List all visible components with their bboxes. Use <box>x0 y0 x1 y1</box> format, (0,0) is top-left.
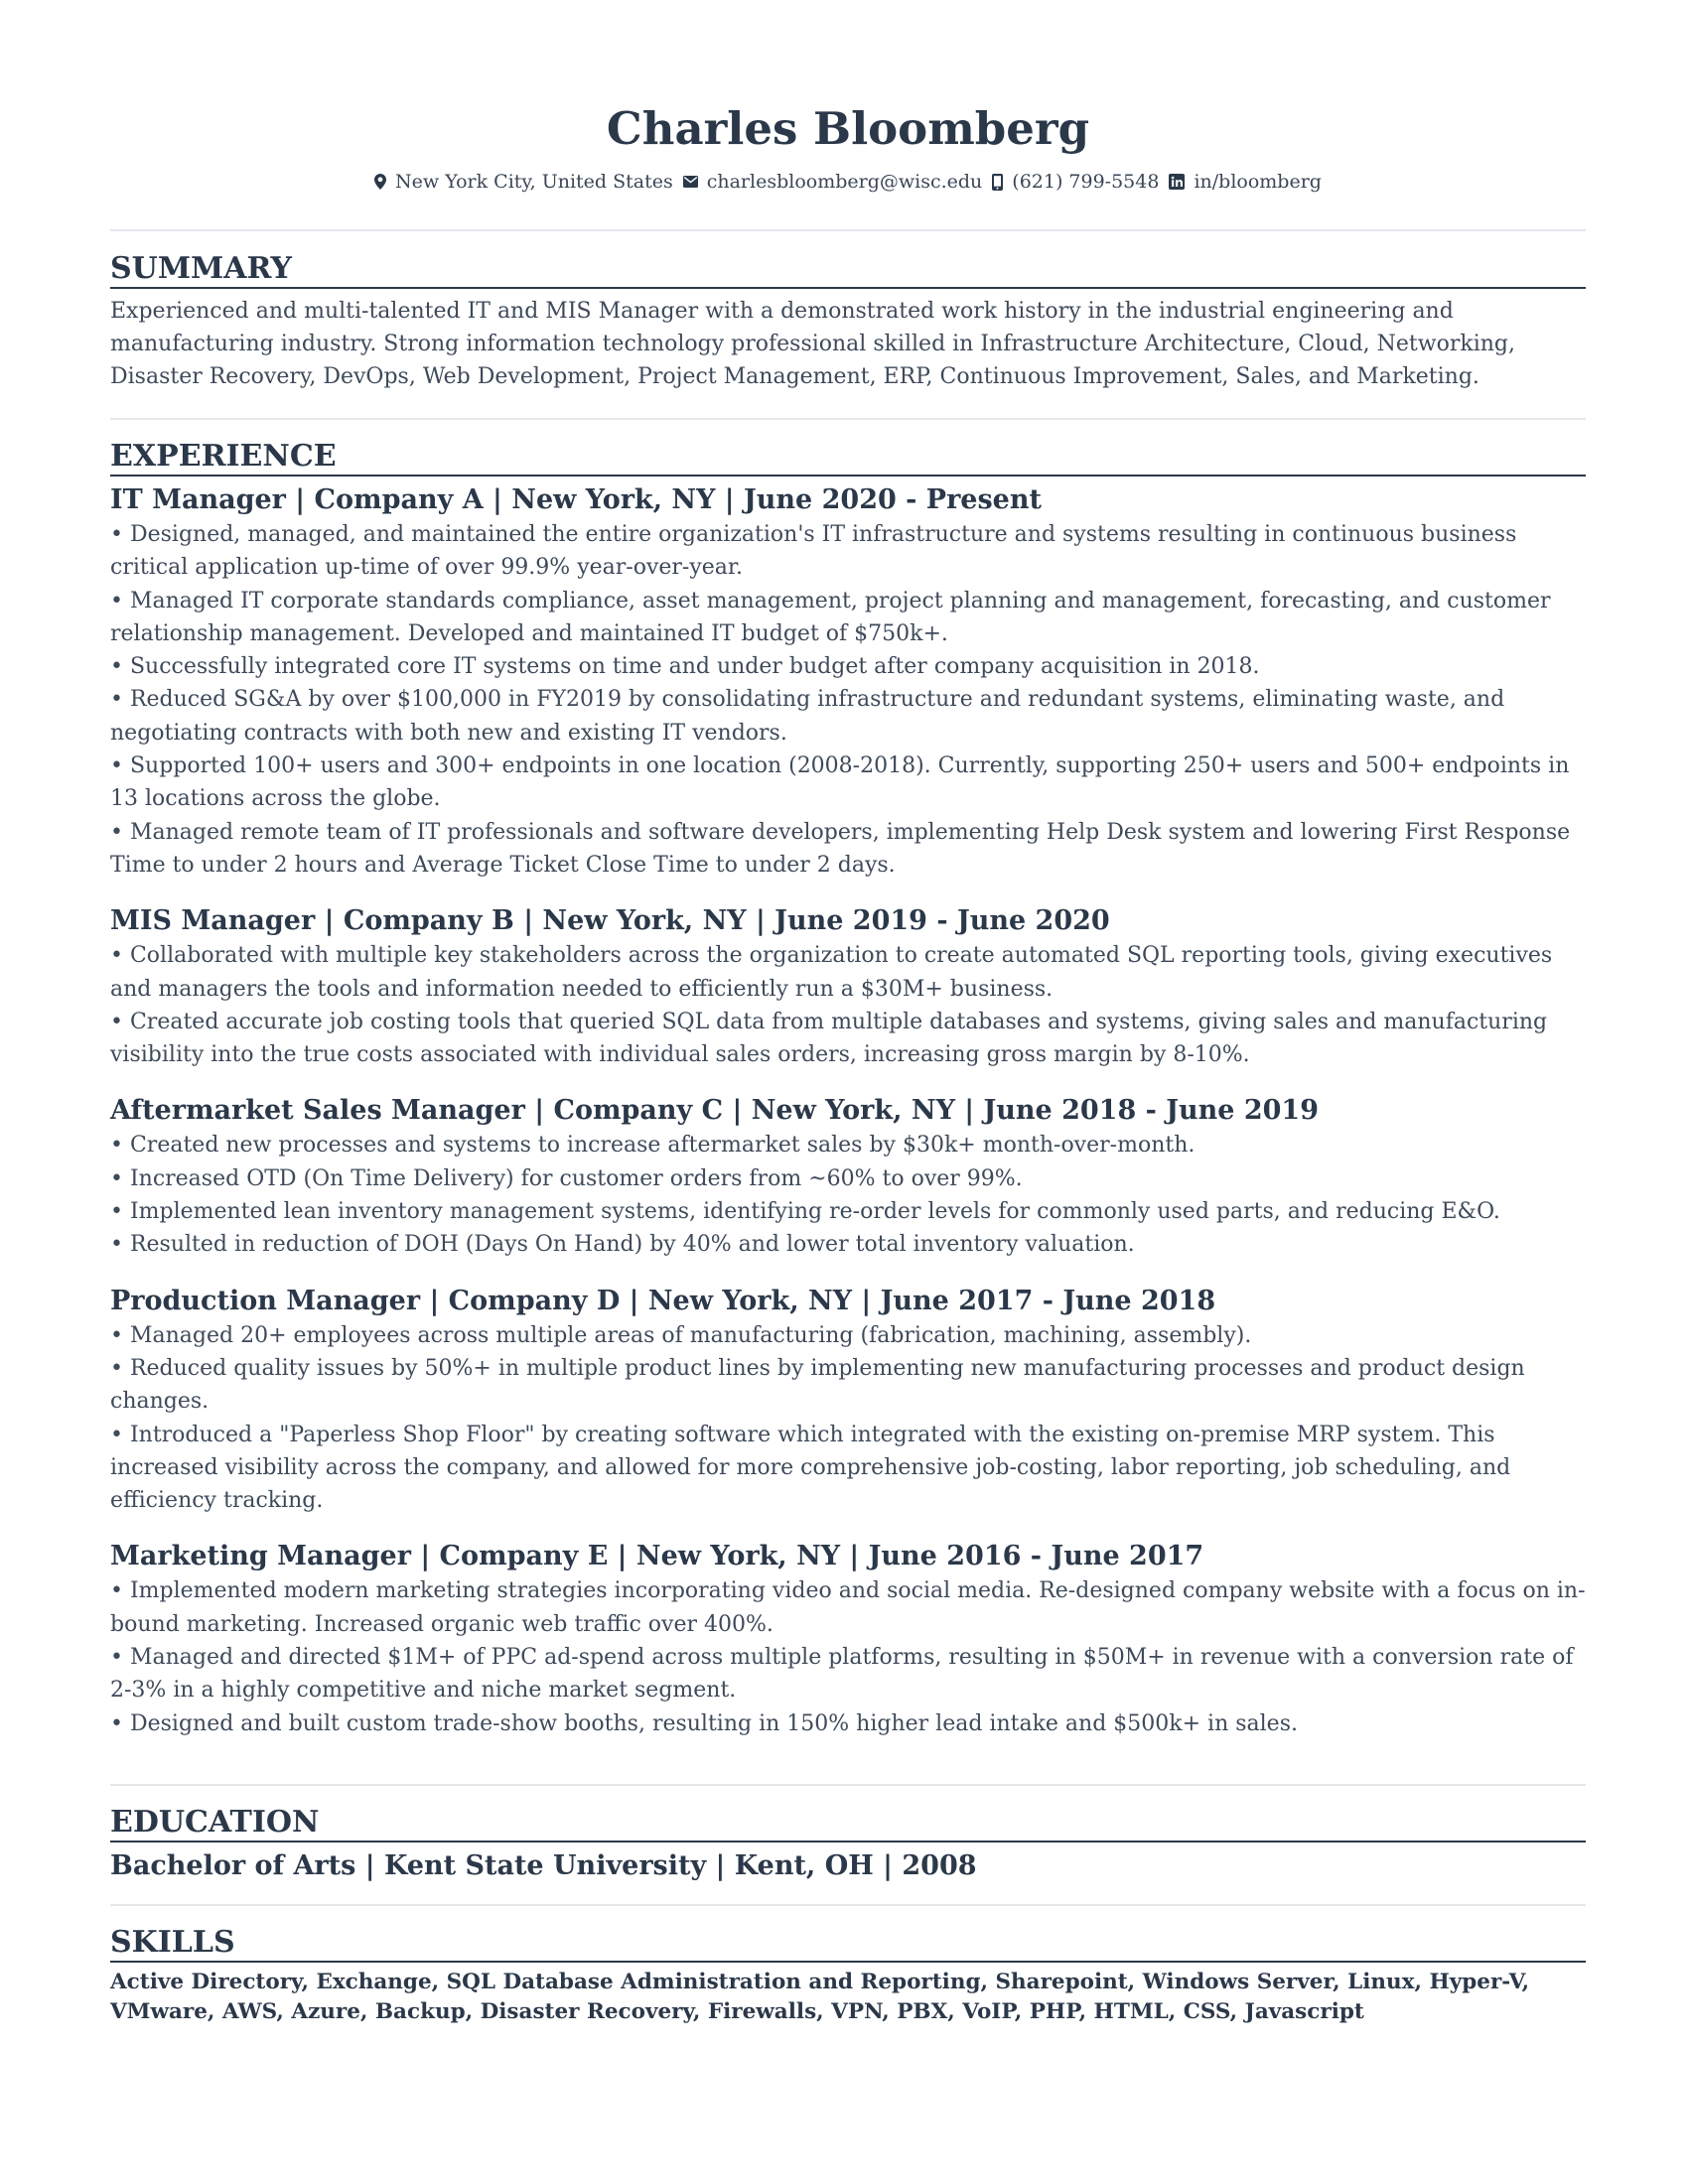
location-pin-icon <box>374 174 386 190</box>
job-heading: IT Manager | Company A | New York, NY | June 2020 - Present <box>110 484 1042 515</box>
job-bullet: • Reduced SG&A by over $100,000 in FY2019 by consolidating infrastructure and redundant systems, eliminating waste, and negotiating contracts with both new and existing IT vendors. <box>110 687 1505 746</box>
resume-content <box>110 99 1586 2027</box>
linkedin-link[interactable]: in/bloomberg <box>1194 171 1322 193</box>
job-bullet: • Managed 20+ employees across multiple areas of manufacturing (fabrication, machining, assembly). <box>110 1322 1252 1348</box>
job-bullet: • Designed and built custom trade-show booths, resulting in 150% higher lead intake and $500k+ in sales. <box>110 1710 1298 1736</box>
job-bullet: • Resulted in reduction of DOH (Days On Hand) by 40% and lower total inventory valuation. <box>110 1232 1135 1258</box>
summary-section <box>110 251 1586 393</box>
education-section <box>110 1805 1586 1884</box>
job-bullets <box>110 518 1586 882</box>
section-rule <box>110 1841 1586 1843</box>
job-entry <box>110 1093 1586 1261</box>
job-entry <box>110 1284 1586 1518</box>
location-text: New York City, United States <box>395 171 673 193</box>
job-bullet: • Successfully integrated core IT systems on time and under budget after company acquisition in 2018. <box>110 654 1260 680</box>
job-bullet: • Managed IT corporate standards compliance, asset management, project planning and management, forecasting, and customer relationship management. Developed and maintained IT budget of $750k+. <box>110 588 1551 646</box>
job-bullets <box>110 1574 1586 1739</box>
experience-section <box>110 439 1586 1740</box>
job-bullets <box>110 1319 1586 1518</box>
contact-location <box>374 169 673 195</box>
job-entry <box>110 482 1586 882</box>
job-heading: MIS Manager | Company B | New York, NY | June 2019 - June 2020 <box>110 905 1110 937</box>
job-bullet: • Created new processes and systems to increase aftermarket sales by $30k+ month-over-month. <box>110 1133 1196 1159</box>
education-entry: Bachelor of Arts | Kent State University | Kent, OH | 2008 <box>110 1849 977 1881</box>
job-heading: Aftermarket Sales Manager | Company C | New York, NY | June 2018 - June 2019 <box>110 1095 1319 1127</box>
divider <box>110 1784 1586 1786</box>
section-rule <box>110 475 1586 477</box>
divider <box>110 418 1586 420</box>
divider <box>110 229 1586 231</box>
job-bullet: • Increased OTD (On Time Delivery) for customer orders from ~60% to over 99%. <box>110 1165 1023 1191</box>
email-link[interactable]: charlesbloomberg@wisc.edu <box>706 171 983 193</box>
candidate-name: Charles Bloomberg <box>606 102 1090 155</box>
divider <box>110 1904 1586 1906</box>
job-bullets <box>110 939 1586 1071</box>
job-heading: Production Manager | Company D | New York, NY | June 2017 - June 2018 <box>110 1285 1216 1316</box>
skills-text: Active Directory, Exchange, SQL Database Administration and Reporting, Sharepoint, Windows Server, Linux, Hyper-V, VMware, AWS, Azure, Backup, Disaster Recovery, Firewalls, VPN, PBX, VoIP, PHP, HTML, CSS, Javascript <box>110 1969 1530 2024</box>
contact-linkedin[interactable] <box>1169 169 1322 195</box>
contact-line <box>110 169 1586 195</box>
job-bullet: • Collaborated with multiple key stakeholders across the organization to create automated SQL reporting tools, giving executives and managers the tools and information needed to efficiently run a $30M+ business. <box>110 943 1553 1002</box>
section-rule <box>110 287 1586 289</box>
job-bullets <box>110 1129 1586 1261</box>
contact-email[interactable] <box>683 169 983 195</box>
section-rule <box>110 1961 1586 1963</box>
job-bullet: • Designed, managed, and maintained the entire organization's IT infrastructure and systems resulting in continuous business critical application up-time of over 99.9% year-over-year. <box>110 522 1517 581</box>
job-entry <box>110 903 1586 1071</box>
job-heading: Marketing Manager | Company E | New York, NY | June 2016 - June 2017 <box>110 1541 1204 1572</box>
job-bullet: • Implemented lean inventory management systems, identifying re-order levels for commonly used parts, and reducing E&O. <box>110 1199 1500 1225</box>
envelope-icon <box>683 176 698 188</box>
job-bullet: • Implemented modern marketing strategies incorporating video and social media. Re-designed company website with a focus on in-bound marketing. Increased organic web traffic over 400%. <box>110 1578 1586 1637</box>
phone-icon <box>992 174 1003 191</box>
section-title-skills: SKILLS <box>110 1924 235 1960</box>
job-bullet: • Reduced quality issues by 50%+ in multiple product lines by implementing new manufacturing processes and product design changes. <box>110 1355 1525 1415</box>
job-bullet: • Managed and directed $1M+ of PPC ad-spend across multiple platforms, resulting in $50M+ in revenue with a conversion rate of 2-3% in a highly competitive and niche market segment. <box>110 1645 1574 1704</box>
section-title-education: EDUCATION <box>110 1804 320 1840</box>
section-title-experience: EXPERIENCE <box>110 439 337 474</box>
skills-section <box>110 1925 1586 2027</box>
phone-text: (621) 799-5548 <box>1012 171 1160 193</box>
job-entry <box>110 1539 1586 1739</box>
job-bullet: • Supported 100+ users and 300+ endpoints in one location (2008-2018). Currently, supporting 250+ users and 500+ endpoints in 13 locations across the globe. <box>110 753 1570 812</box>
contact-phone <box>992 169 1159 195</box>
job-bullet: • Introduced a "Paperless Shop Floor" by creating software which integrated with the existing on-premise MRP system. This increased visibility across the company, and allowed for more comprehensive job-costing, labor reporting, job scheduling, and efficiency tracking. <box>110 1422 1511 1514</box>
job-bullet: • Managed remote team of IT professionals and software developers, implementing Help Desk system and lowering First Response Time to under 2 hours and Average Ticket Close Time to under 2 days. <box>110 819 1571 878</box>
summary-text: Experienced and multi-talented IT and MIS Manager with a demonstrated work history in the industrial engineering and manufacturing industry. Strong information technology professional skilled in Infrastructure Architecture, Cloud, Networking, Disaster Recovery, DevOps, Web Development, Project Management, ERP, Continuous Improvement, Sales, and Marketing. <box>110 299 1515 389</box>
linkedin-icon <box>1169 174 1185 190</box>
section-title-summary: SUMMARY <box>110 251 292 286</box>
job-bullet: • Created accurate job costing tools that queried SQL data from multiple databases and systems, giving sales and manufacturing visibility into the true costs associated with individual sales orders, increasing gross margin by 8-10%. <box>110 1009 1548 1068</box>
